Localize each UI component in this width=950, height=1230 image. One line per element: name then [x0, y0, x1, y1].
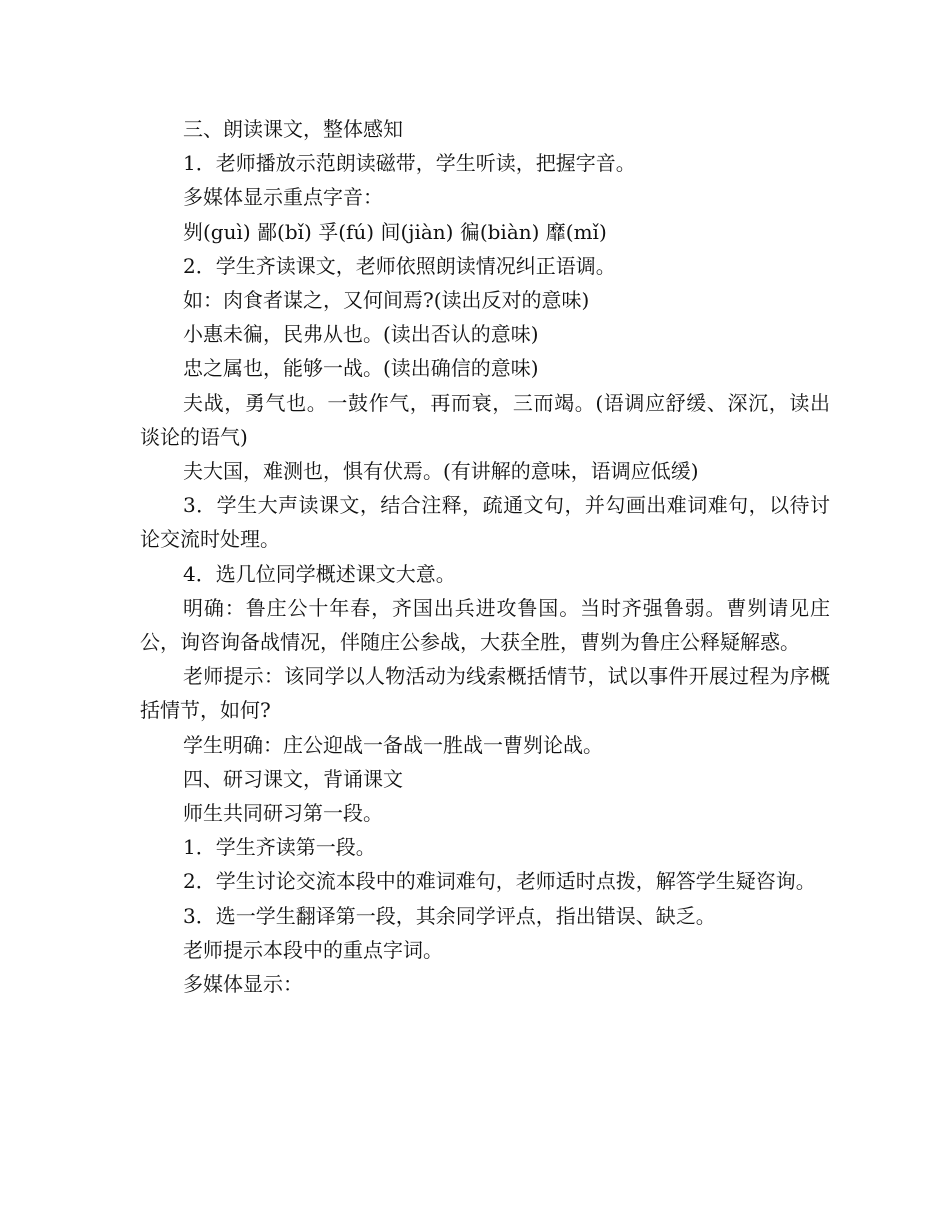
- pronunciation-list: 刿(guì) 鄙(bǐ) 孚(fú) 间(jiàn) 徧(biàn) 靡(mǐ): [183, 219, 607, 244]
- paragraph: 3．选一学生翻译第一段，其余同学评点，指出错误、缺乏。: [183, 903, 716, 928]
- paragraph: 老师提示本段中的重点字词。: [183, 937, 443, 962]
- section-heading: 三、朗读课文，整体感知: [183, 117, 403, 141]
- document-body: [140, 112, 830, 1001]
- paragraph: 1．学生齐读第一段。: [183, 835, 376, 860]
- paragraph: 忠之属也，能够一战。(读出确信的意味): [183, 356, 539, 381]
- paragraph: 2．学生齐读课文，老师依照朗读情况纠正语调。: [183, 253, 616, 278]
- section-heading: 四、研习课文，背诵课文: [183, 766, 403, 791]
- paragraph: 明确：鲁庄公十年春，齐国出兵进攻鲁国。当时齐强鲁弱。曹刿请见庄公，询咨询备战情况，伴随庄公参战，大获全胜，曹刿为鲁庄公释疑解惑。: [140, 595, 830, 655]
- paragraph: 如：肉食者谋之，又何间焉?(读出反对的意味): [183, 288, 590, 313]
- paragraph: 小惠未徧，民弗从也。(读出否认的意味): [183, 322, 539, 347]
- paragraph: 夫战，勇气也。一鼓作气，再而衰，三而竭。(语调应舒缓、深沉，读出谈论的语气): [140, 390, 830, 449]
- paragraph: 3．学生大声读课文，结合注释，疏通文句，并勾画出难词难句，以待讨论交流时处理。: [140, 493, 830, 552]
- paragraph: 师生共同研习第一段。: [183, 801, 383, 826]
- paragraph: 多媒体显示重点字音：: [183, 185, 383, 210]
- paragraph: 夫大国，难测也，惧有伏焉。(有讲解的意味，语调应低缓): [183, 459, 699, 484]
- paragraph: 学生明确：庄公迎战一备战一胜战一曹刿论战。: [183, 732, 603, 757]
- paragraph: 4．选几位同学概述课文大意。: [183, 561, 456, 586]
- paragraph: 1．老师播放示范朗读磁带，学生听读，把握字音。: [183, 151, 636, 176]
- paragraph: 老师提示：该同学以人物活动为线索概括情节，试以事件开展过程为序概括情节，如何?: [140, 664, 830, 723]
- paragraph: 多媒体显示：: [183, 972, 303, 997]
- paragraph: 2．学生讨论交流本段中的难词难句，老师适时点拨，解答学生疑咨询。: [183, 869, 816, 894]
